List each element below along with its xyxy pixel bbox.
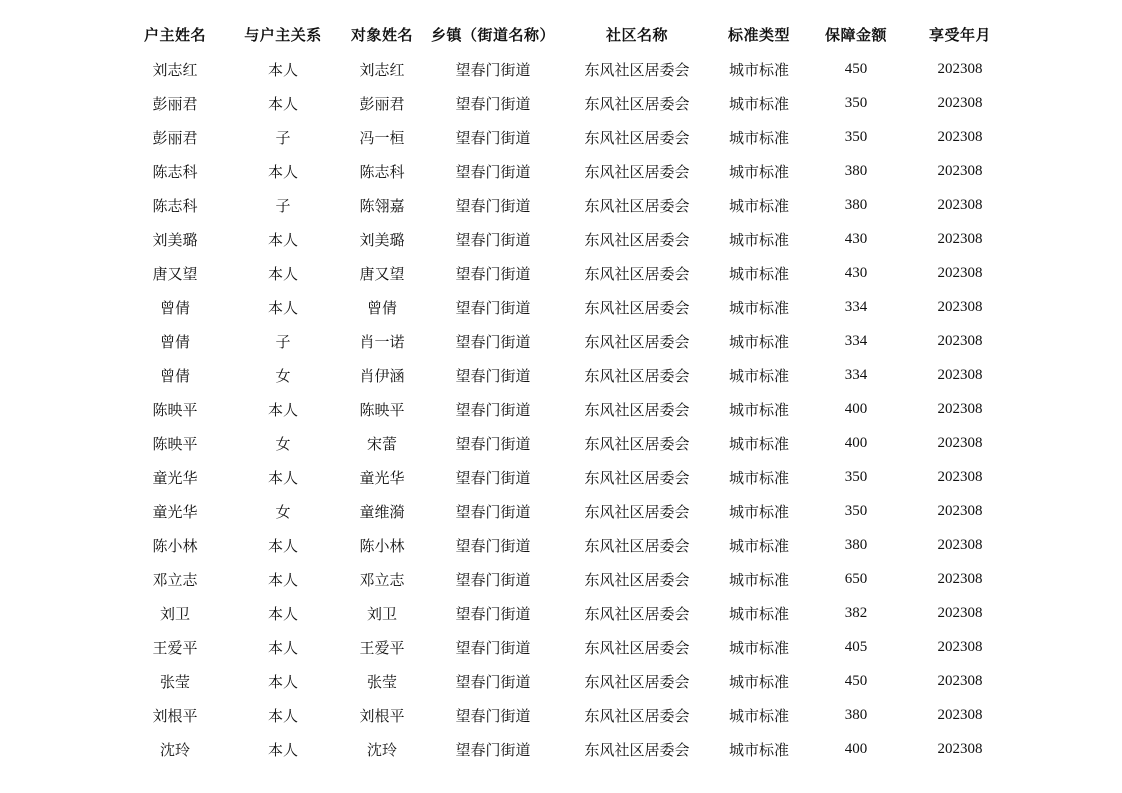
recipient-name-cell: 陈小林 xyxy=(359,536,405,555)
amount-cell: 400 xyxy=(844,434,868,451)
recipient-name-cell: 刘志红 xyxy=(359,60,405,79)
year-month-cell: 202308 xyxy=(937,672,983,689)
householder-name-cell: 彭丽君 xyxy=(152,94,198,113)
householder-name-cell: 唐又望 xyxy=(152,264,198,283)
recipient-name-cell: 唐又望 xyxy=(359,264,405,283)
township-cell: 望春门街道 xyxy=(455,230,531,249)
township-cell: 望春门街道 xyxy=(455,536,531,555)
table-row xyxy=(120,188,1010,222)
table-row xyxy=(120,664,1010,698)
standard-type-cell: 城市标准 xyxy=(728,502,789,521)
standard-type-cell: 城市标准 xyxy=(728,434,789,453)
year-month-cell: 202308 xyxy=(937,468,983,485)
year-month-cell: 202308 xyxy=(937,536,983,553)
householder-name-cell: 曾倩 xyxy=(159,332,190,351)
standard-type-cell: 城市标准 xyxy=(728,638,789,657)
householder-name-cell: 童光华 xyxy=(152,468,198,487)
relationship-cell: 本人 xyxy=(267,400,298,419)
householder-name-cell: 张莹 xyxy=(159,672,190,691)
year-month-cell: 202308 xyxy=(937,400,983,417)
table-row xyxy=(120,630,1010,664)
table-row xyxy=(120,154,1010,188)
recipient-name-cell: 张莹 xyxy=(366,672,397,691)
township-cell: 望春门街道 xyxy=(455,468,531,487)
table-row xyxy=(120,52,1010,86)
township-cell: 望春门街道 xyxy=(455,672,531,691)
amount-cell: 350 xyxy=(844,468,868,485)
year-month-cell: 202308 xyxy=(937,366,983,383)
community-cell: 东风社区居委会 xyxy=(584,196,690,215)
community-cell: 东风社区居委会 xyxy=(584,604,690,623)
township-cell: 望春门街道 xyxy=(455,162,531,181)
community-cell: 东风社区居委会 xyxy=(584,230,690,249)
table-row xyxy=(120,86,1010,120)
community-cell: 东风社区居委会 xyxy=(584,60,690,79)
community-cell: 东风社区居委会 xyxy=(584,94,690,113)
amount-cell: 400 xyxy=(844,740,868,757)
community-cell: 东风社区居委会 xyxy=(584,502,690,521)
recipient-name-cell: 童光华 xyxy=(359,468,405,487)
township-cell: 望春门街道 xyxy=(455,332,531,351)
recipient-name-cell: 肖一诺 xyxy=(359,332,405,351)
table-row xyxy=(120,698,1010,732)
standard-type-cell: 城市标准 xyxy=(728,672,789,691)
recipient-name-cell: 冯一桓 xyxy=(359,128,405,147)
householder-name-cell: 陈映平 xyxy=(152,434,198,453)
relationship-cell: 子 xyxy=(275,196,291,215)
relationship-cell: 本人 xyxy=(267,604,298,623)
year-month-cell: 202308 xyxy=(937,638,983,655)
subsistence-allowance-table xyxy=(120,16,1010,766)
householder-name-cell: 刘美璐 xyxy=(152,230,198,249)
column-header-householder-name: 户主姓名 xyxy=(143,25,206,44)
householder-name-cell: 彭丽君 xyxy=(152,128,198,147)
amount-cell: 405 xyxy=(844,638,868,655)
amount-cell: 450 xyxy=(844,60,868,77)
householder-name-cell: 王爱平 xyxy=(152,638,198,657)
table-row xyxy=(120,460,1010,494)
year-month-cell: 202308 xyxy=(937,706,983,723)
householder-name-cell: 刘志红 xyxy=(152,60,198,79)
standard-type-cell: 城市标准 xyxy=(728,366,789,385)
householder-name-cell: 陈志科 xyxy=(152,162,198,181)
year-month-cell: 202308 xyxy=(937,298,983,315)
relationship-cell: 本人 xyxy=(267,638,298,657)
standard-type-cell: 城市标准 xyxy=(728,264,789,283)
year-month-cell: 202308 xyxy=(937,60,983,77)
township-cell: 望春门街道 xyxy=(455,638,531,657)
standard-type-cell: 城市标准 xyxy=(728,332,789,351)
table-row xyxy=(120,222,1010,256)
table-body xyxy=(120,52,1010,766)
community-cell: 东风社区居委会 xyxy=(584,570,690,589)
column-header-year-month: 享受年月 xyxy=(928,25,991,44)
community-cell: 东风社区居委会 xyxy=(584,536,690,555)
table-row xyxy=(120,596,1010,630)
community-cell: 东风社区居委会 xyxy=(584,128,690,147)
householder-name-cell: 沈玲 xyxy=(159,740,190,759)
community-cell: 东风社区居委会 xyxy=(584,638,690,657)
relationship-cell: 本人 xyxy=(267,536,298,555)
table-row xyxy=(120,256,1010,290)
header-row xyxy=(120,16,1010,52)
householder-name-cell: 陈小林 xyxy=(152,536,198,555)
relationship-cell: 本人 xyxy=(267,162,298,181)
standard-type-cell: 城市标准 xyxy=(728,94,789,113)
column-header-community: 社区名称 xyxy=(605,25,668,44)
community-cell: 东风社区居委会 xyxy=(584,400,690,419)
recipient-name-cell: 肖伊涵 xyxy=(359,366,405,385)
standard-type-cell: 城市标准 xyxy=(728,706,789,725)
standard-type-cell: 城市标准 xyxy=(728,740,789,759)
amount-cell: 380 xyxy=(844,536,868,553)
table-row xyxy=(120,528,1010,562)
relationship-cell: 本人 xyxy=(267,706,298,725)
year-month-cell: 202308 xyxy=(937,332,983,349)
table-row xyxy=(120,324,1010,358)
relationship-cell: 女 xyxy=(275,366,291,385)
township-cell: 望春门街道 xyxy=(455,128,531,147)
community-cell: 东风社区居委会 xyxy=(584,434,690,453)
column-header-amount: 保障金额 xyxy=(824,25,887,44)
recipient-name-cell: 刘卫 xyxy=(366,604,397,623)
community-cell: 东风社区居委会 xyxy=(584,162,690,181)
amount-cell: 380 xyxy=(844,162,868,179)
recipient-name-cell: 刘美璐 xyxy=(359,230,405,249)
relationship-cell: 女 xyxy=(275,502,291,521)
recipient-name-cell: 陈志科 xyxy=(359,162,405,181)
community-cell: 东风社区居委会 xyxy=(584,706,690,725)
amount-cell: 334 xyxy=(844,366,868,383)
amount-cell: 334 xyxy=(844,332,868,349)
table-row xyxy=(120,120,1010,154)
standard-type-cell: 城市标准 xyxy=(728,128,789,147)
relationship-cell: 本人 xyxy=(267,740,298,759)
township-cell: 望春门街道 xyxy=(455,400,531,419)
householder-name-cell: 曾倩 xyxy=(159,298,190,317)
recipient-name-cell: 彭丽君 xyxy=(359,94,405,113)
amount-cell: 350 xyxy=(844,94,868,111)
recipient-name-cell: 陈映平 xyxy=(359,400,405,419)
table-row xyxy=(120,732,1010,766)
column-header-relationship: 与户主关系 xyxy=(244,25,322,44)
table-row xyxy=(120,426,1010,460)
recipient-name-cell: 曾倩 xyxy=(366,298,397,317)
township-cell: 望春门街道 xyxy=(455,706,531,725)
amount-cell: 430 xyxy=(844,264,868,281)
recipient-name-cell: 宋蕾 xyxy=(366,434,397,453)
year-month-cell: 202308 xyxy=(937,162,983,179)
householder-name-cell: 童光华 xyxy=(152,502,198,521)
amount-cell: 380 xyxy=(844,706,868,723)
year-month-cell: 202308 xyxy=(937,604,983,621)
community-cell: 东风社区居委会 xyxy=(584,264,690,283)
table-row xyxy=(120,290,1010,324)
township-cell: 望春门街道 xyxy=(455,604,531,623)
column-header-standard-type: 标准类型 xyxy=(727,25,790,44)
township-cell: 望春门街道 xyxy=(455,60,531,79)
standard-type-cell: 城市标准 xyxy=(728,230,789,249)
community-cell: 东风社区居委会 xyxy=(584,298,690,317)
amount-cell: 382 xyxy=(844,604,868,621)
relationship-cell: 本人 xyxy=(267,570,298,589)
amount-cell: 400 xyxy=(844,400,868,417)
amount-cell: 350 xyxy=(844,502,868,519)
recipient-name-cell: 沈玲 xyxy=(366,740,397,759)
table-row xyxy=(120,392,1010,426)
standard-type-cell: 城市标准 xyxy=(728,196,789,215)
relationship-cell: 本人 xyxy=(267,672,298,691)
document-sheet xyxy=(120,16,1010,766)
community-cell: 东风社区居委会 xyxy=(584,740,690,759)
table-row xyxy=(120,358,1010,392)
relationship-cell: 子 xyxy=(275,332,291,351)
township-cell: 望春门街道 xyxy=(455,366,531,385)
column-header-recipient-name: 对象姓名 xyxy=(350,25,413,44)
township-cell: 望春门街道 xyxy=(455,196,531,215)
year-month-cell: 202308 xyxy=(937,502,983,519)
year-month-cell: 202308 xyxy=(937,94,983,111)
recipient-name-cell: 邓立志 xyxy=(359,570,405,589)
table-row xyxy=(120,494,1010,528)
relationship-cell: 本人 xyxy=(267,230,298,249)
relationship-cell: 本人 xyxy=(267,468,298,487)
amount-cell: 350 xyxy=(844,128,868,145)
year-month-cell: 202308 xyxy=(937,434,983,451)
community-cell: 东风社区居委会 xyxy=(584,332,690,351)
relationship-cell: 本人 xyxy=(267,264,298,283)
relationship-cell: 女 xyxy=(275,434,291,453)
householder-name-cell: 刘根平 xyxy=(152,706,198,725)
standard-type-cell: 城市标准 xyxy=(728,604,789,623)
recipient-name-cell: 刘根平 xyxy=(359,706,405,725)
householder-name-cell: 曾倩 xyxy=(159,366,190,385)
recipient-name-cell: 童维漪 xyxy=(359,502,405,521)
township-cell: 望春门街道 xyxy=(455,94,531,113)
householder-name-cell: 刘卫 xyxy=(159,604,190,623)
relationship-cell: 本人 xyxy=(267,60,298,79)
standard-type-cell: 城市标准 xyxy=(728,536,789,555)
community-cell: 东风社区居委会 xyxy=(584,366,690,385)
relationship-cell: 本人 xyxy=(267,94,298,113)
township-cell: 望春门街道 xyxy=(455,264,531,283)
amount-cell: 450 xyxy=(844,672,868,689)
householder-name-cell: 陈志科 xyxy=(152,196,198,215)
amount-cell: 650 xyxy=(844,570,868,587)
year-month-cell: 202308 xyxy=(937,196,983,213)
householder-name-cell: 陈映平 xyxy=(152,400,198,419)
township-cell: 望春门街道 xyxy=(455,740,531,759)
standard-type-cell: 城市标准 xyxy=(728,468,789,487)
amount-cell: 430 xyxy=(844,230,868,247)
recipient-name-cell: 王爱平 xyxy=(359,638,405,657)
relationship-cell: 本人 xyxy=(267,298,298,317)
township-cell: 望春门街道 xyxy=(455,502,531,521)
township-cell: 望春门街道 xyxy=(455,298,531,317)
year-month-cell: 202308 xyxy=(937,264,983,281)
standard-type-cell: 城市标准 xyxy=(728,162,789,181)
township-cell: 望春门街道 xyxy=(455,570,531,589)
year-month-cell: 202308 xyxy=(937,570,983,587)
amount-cell: 380 xyxy=(844,196,868,213)
standard-type-cell: 城市标准 xyxy=(728,570,789,589)
community-cell: 东风社区居委会 xyxy=(584,672,690,691)
township-cell: 望春门街道 xyxy=(455,434,531,453)
standard-type-cell: 城市标准 xyxy=(728,400,789,419)
table-row xyxy=(120,562,1010,596)
recipient-name-cell: 陈翎嘉 xyxy=(359,196,405,215)
standard-type-cell: 城市标准 xyxy=(728,298,789,317)
community-cell: 东风社区居委会 xyxy=(584,468,690,487)
amount-cell: 334 xyxy=(844,298,868,315)
standard-type-cell: 城市标准 xyxy=(728,60,789,79)
year-month-cell: 202308 xyxy=(937,740,983,757)
year-month-cell: 202308 xyxy=(937,128,983,145)
relationship-cell: 子 xyxy=(275,128,291,147)
householder-name-cell: 邓立志 xyxy=(152,570,198,589)
year-month-cell: 202308 xyxy=(937,230,983,247)
column-header-township: 乡镇（街道名称） xyxy=(430,25,555,44)
